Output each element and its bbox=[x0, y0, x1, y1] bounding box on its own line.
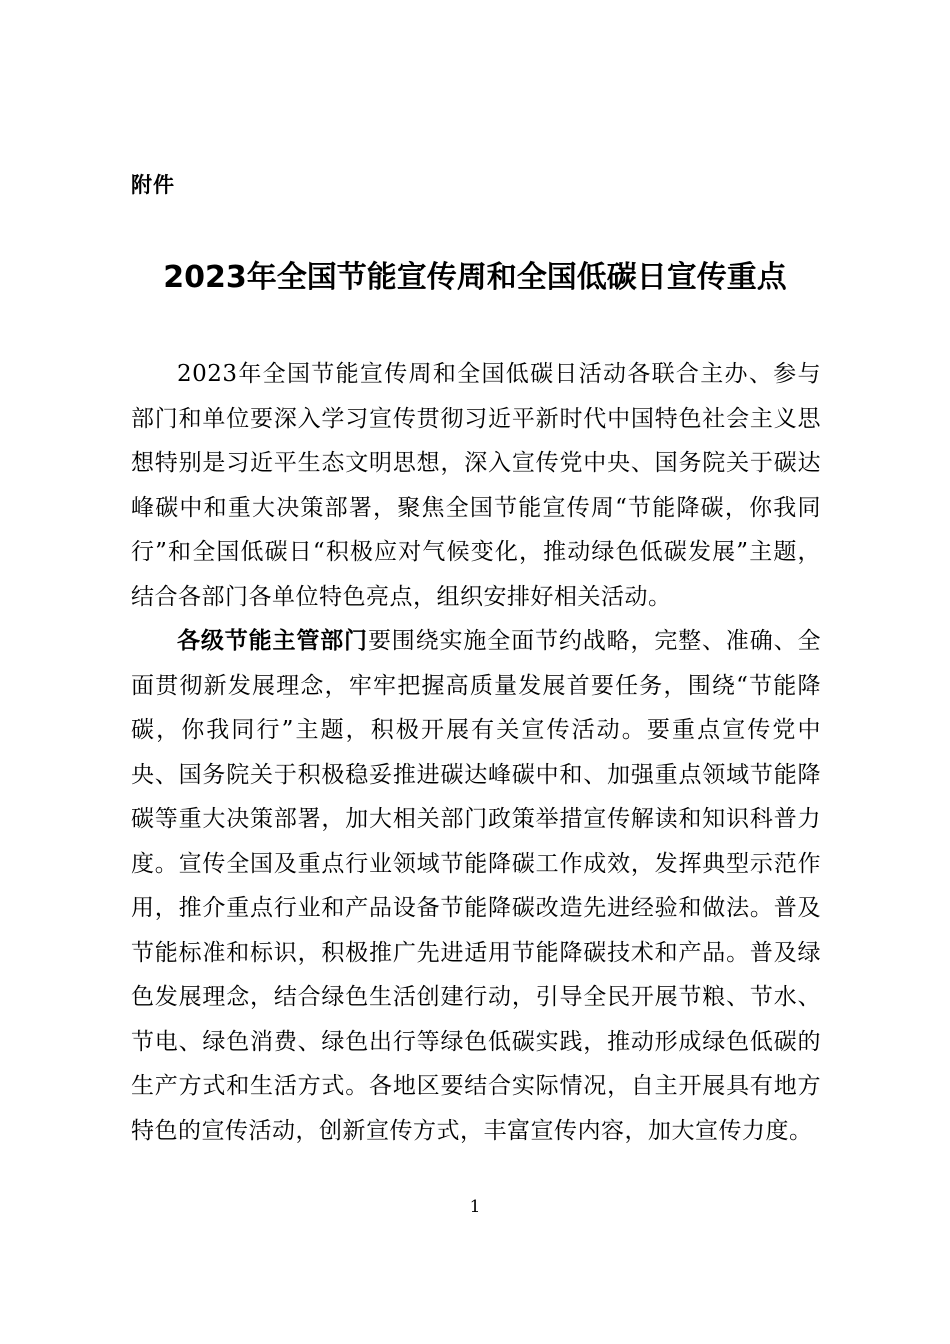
paragraph-energy-departments bbox=[131, 619, 821, 1153]
document-title: 2023年全国节能宣传周和全国低碳日宣传重点 bbox=[163, 260, 787, 295]
page-number: 1 bbox=[469, 1197, 481, 1217]
document-body bbox=[131, 352, 821, 1153]
paragraph-intro bbox=[131, 352, 821, 619]
paragraph-lead: 各级节能主管部门 bbox=[177, 628, 368, 654]
attachment-label: 附件 bbox=[131, 173, 175, 197]
paragraph-text: 要围绕实施全面节约战略，完整、准确、全面贯彻新发展理念，牢牢把握高质量发展首要任务，围绕“节能降碳，你我同行”主题，积极开展有关宣传活动。要重点宣传党中央、国务院关于积极稳妥推进碳达峰碳中和、加强重点领域节能降碳等重大决策部署，加大相关部门政策举措宣传解读和知识科普力度。宣传全国及重点行业领域节能降碳工作成效，发挥典型示范作用，推介重点行业和产品设备节能降碳改造先进经验和做法。普及节能标准和标识，积极推广先进适用节能降碳技术和产品。普及绿色发展理念，结合绿色生活创建行动，引导全民开展节粮、节水、节电、绿色消费、绿色出行等绿色低碳实践，推动形成绿色低碳的生产方式和生活方式。各地区要结合实际情况，自主开展具有地方特色的宣传活动，创新宣传方式，丰富宣传内容，加大宣传力度。 bbox=[131, 628, 822, 1144]
paragraph-text: 2023年全国节能宣传周和全国低碳日活动各联合主办、参与部门和单位要深入学习宣传贯彻习近平新时代中国特色社会主义思想特别是习近平生态文明思想，深入宣传党中央、国务院关于碳达峰碳中和重大决策部署，聚焦全国节能宣传周“节能降碳，你我同行”和全国低碳日“积极应对气候变化，推动绿色低碳发展”主题，结合各部门各单位特色亮点，组织安排好相关活动。 bbox=[131, 361, 821, 610]
